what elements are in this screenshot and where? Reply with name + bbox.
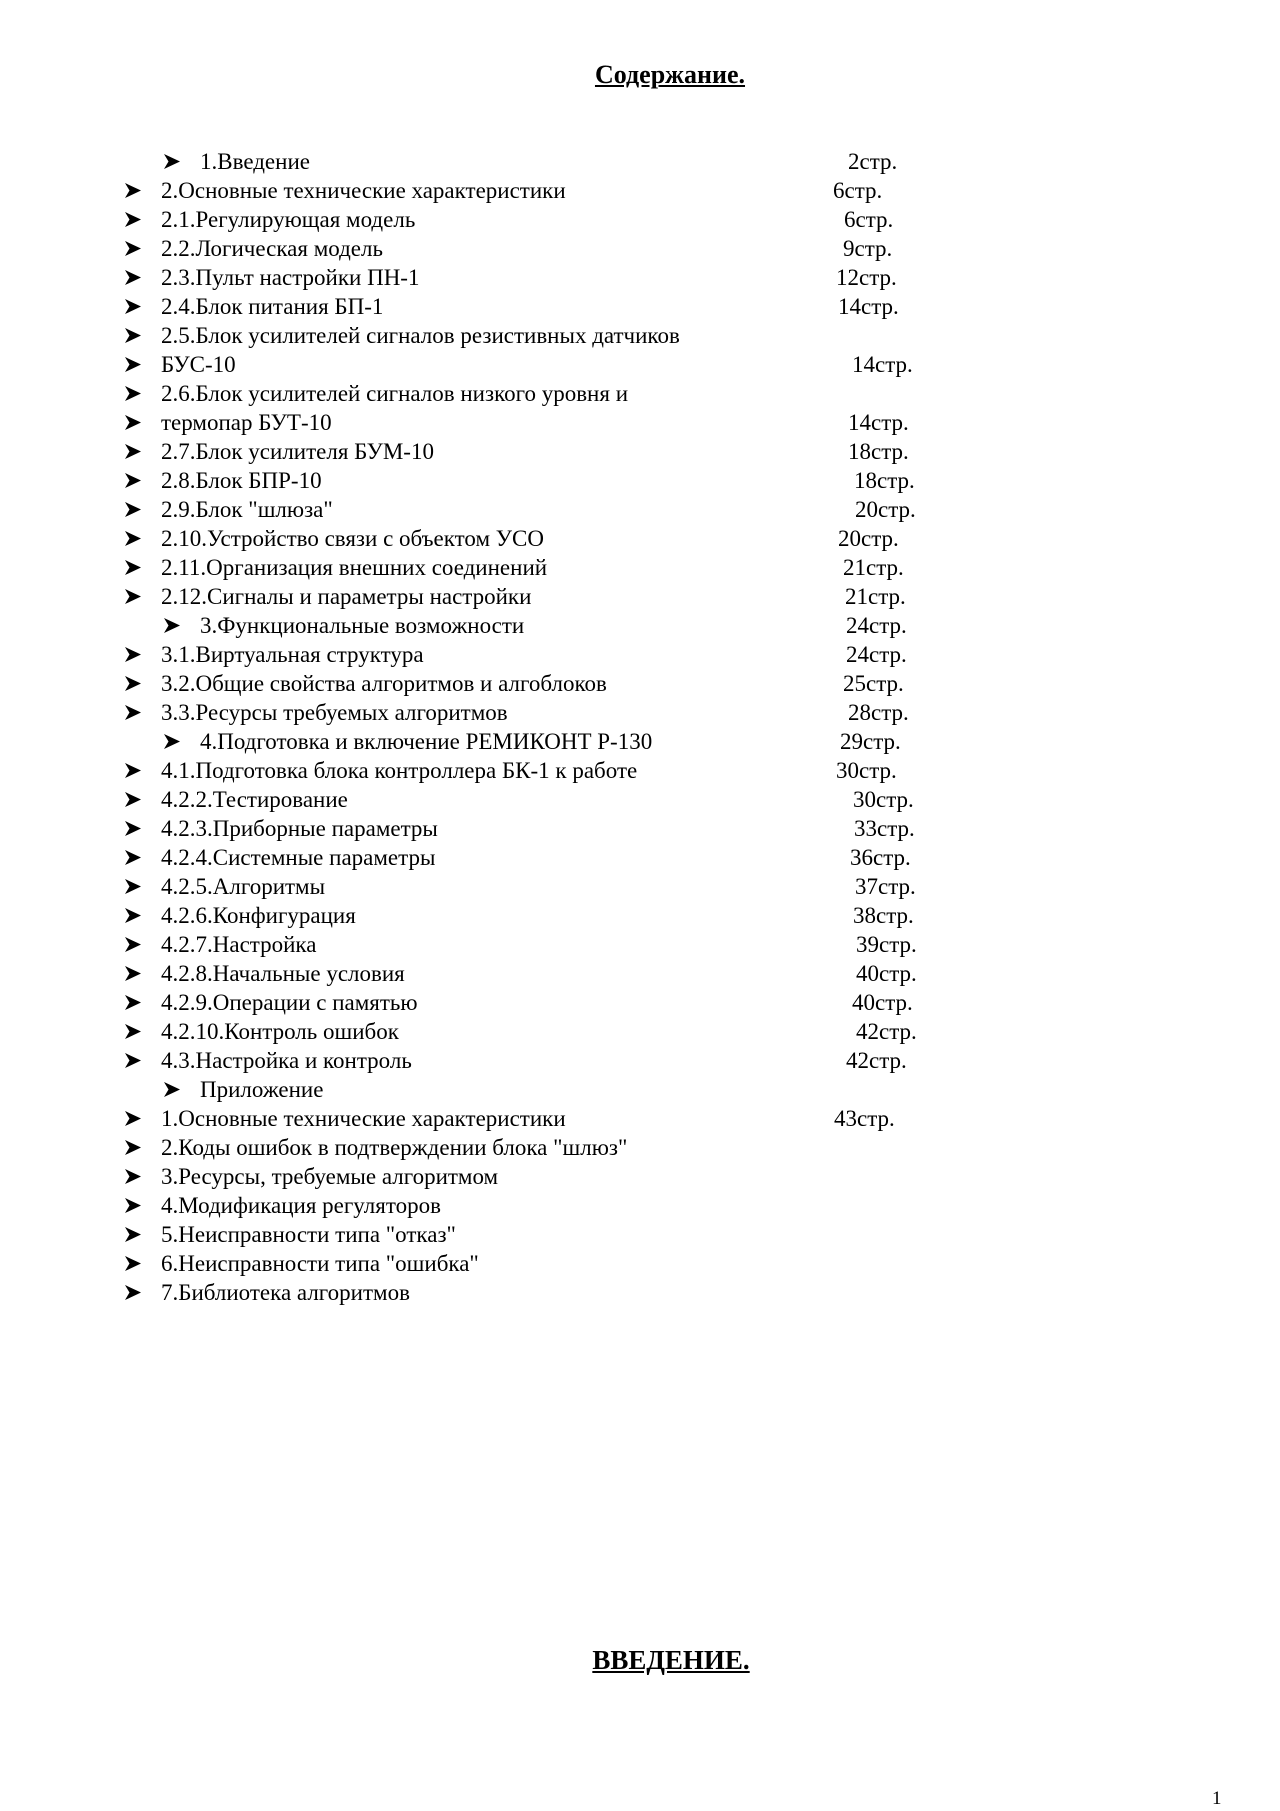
arrowhead-bullet-icon: [125, 466, 147, 495]
toc-entry-label: 6.Неисправности типа "ошибка": [161, 1251, 479, 1276]
toc-entry-page: 40стр.: [856, 961, 917, 986]
toc-entry: [0, 1249, 1280, 1278]
table-of-contents: [0, 147, 1280, 1307]
section-heading-introduction: ВВЕДЕНИЕ.: [592, 1645, 750, 1675]
toc-entry-label: 4.Модификация регуляторов: [161, 1193, 441, 1218]
arrowhead-bullet-icon: [125, 640, 147, 669]
toc-entry: [0, 785, 1280, 814]
toc-entry-label: 4.2.2.Тестирование: [161, 787, 348, 812]
toc-entry-page: 6стр.: [833, 178, 883, 203]
toc-entry: [0, 147, 1280, 176]
toc-entry: [0, 1191, 1280, 1220]
toc-entry: [0, 292, 1280, 321]
toc-entry: [0, 466, 1280, 495]
arrowhead-bullet-icon: [125, 698, 147, 727]
arrowhead-bullet-icon: [125, 843, 147, 872]
toc-entry-page: 25стр.: [843, 671, 904, 696]
arrowhead-bullet-icon: [125, 350, 147, 379]
arrowhead-bullet-icon: [125, 1278, 147, 1307]
toc-entry-label: 4.2.6.Конфигурация: [161, 903, 356, 928]
toc-entry-label: 2.7.Блок усилителя БУМ-10: [161, 439, 434, 464]
arrowhead-bullet-icon: [164, 1075, 186, 1104]
toc-entry-label: 4.2.7.Настройка: [161, 932, 317, 957]
toc-entry-page: 28стр.: [848, 700, 909, 725]
toc-entry-page: 36стр.: [850, 845, 911, 870]
toc-entry-label: 2.3.Пульт настройки ПН-1: [161, 265, 420, 290]
toc-entry: [0, 321, 1280, 350]
toc-entry-label: 4.1.Подготовка блока контроллера БК-1 к работе: [161, 758, 638, 783]
toc-entry-label: 2.9.Блок "шлюза": [161, 497, 333, 522]
arrowhead-bullet-icon: [125, 292, 147, 321]
arrowhead-bullet-icon: [125, 263, 147, 292]
toc-entry-page: 39стр.: [856, 932, 917, 957]
arrowhead-bullet-icon: [125, 1133, 147, 1162]
toc-entry-page: 14стр.: [838, 294, 899, 319]
toc-entry: [0, 901, 1280, 930]
toc-entry: [0, 872, 1280, 901]
toc-entry: [0, 176, 1280, 205]
arrowhead-bullet-icon: [125, 669, 147, 698]
arrowhead-bullet-icon: [125, 379, 147, 408]
toc-entry-label: БУС-10: [161, 352, 236, 377]
toc-entry-page: 29стр.: [840, 729, 901, 754]
toc-entry-page: 40стр.: [852, 990, 913, 1015]
toc-entry: [0, 495, 1280, 524]
toc-entry-page: 37стр.: [855, 874, 916, 899]
toc-entry: [0, 408, 1280, 437]
toc-entry-label: 3.1.Виртуальная структура: [161, 642, 424, 667]
toc-title: Содержание.: [594, 60, 746, 89]
arrowhead-bullet-icon: [125, 1104, 147, 1133]
arrowhead-bullet-icon: [125, 959, 147, 988]
arrowhead-bullet-icon: [125, 408, 147, 437]
toc-entry-label: 2.Основные технические характеристики: [161, 178, 566, 203]
toc-entry-label: 4.2.3.Приборные параметры: [161, 816, 438, 841]
toc-entry-page: 24стр.: [846, 642, 907, 667]
arrowhead-bullet-icon: [125, 930, 147, 959]
toc-entry: [0, 843, 1280, 872]
arrowhead-bullet-icon: [125, 785, 147, 814]
arrowhead-bullet-icon: [125, 756, 147, 785]
toc-entry: [0, 959, 1280, 988]
toc-entry: [0, 437, 1280, 466]
arrowhead-bullet-icon: [164, 727, 186, 756]
toc-entry: [0, 553, 1280, 582]
arrowhead-bullet-icon: [125, 553, 147, 582]
toc-entry-page: 12стр.: [836, 265, 897, 290]
toc-entry-label: 4.2.9.Операции с памятью: [161, 990, 418, 1015]
arrowhead-bullet-icon: [125, 901, 147, 930]
toc-entry: [0, 640, 1280, 669]
arrowhead-bullet-icon: [125, 872, 147, 901]
toc-entry-label: 4.3.Настройка и контроль: [161, 1048, 412, 1073]
toc-entry: [0, 379, 1280, 408]
toc-entry: [0, 1104, 1280, 1133]
toc-entry-label: 2.10.Устройство связи с объектом УСО: [161, 526, 544, 551]
toc-entry: [0, 582, 1280, 611]
toc-entry-page: 2стр.: [848, 149, 898, 174]
toc-entry-label: 4.2.10.Контроль ошибок: [161, 1019, 399, 1044]
arrowhead-bullet-icon: [125, 437, 147, 466]
toc-entry-label: 2.Коды ошибок в подтверждении блока "шлюз": [161, 1135, 628, 1160]
arrowhead-bullet-icon: [125, 1220, 147, 1249]
arrowhead-bullet-icon: [125, 495, 147, 524]
toc-entry: [0, 1220, 1280, 1249]
arrowhead-bullet-icon: [125, 988, 147, 1017]
toc-entry: [0, 1017, 1280, 1046]
toc-entry-label: 2.6.Блок усилителей сигналов низкого уровня и: [161, 381, 628, 406]
arrowhead-bullet-icon: [125, 176, 147, 205]
toc-entry: [0, 669, 1280, 698]
toc-entry: [0, 698, 1280, 727]
toc-entry-page: 6стр.: [844, 207, 894, 232]
arrowhead-bullet-icon: [125, 1249, 147, 1278]
toc-entry-label: Приложение: [200, 1077, 324, 1102]
toc-entry-label: 2.8.Блок БПР-10: [161, 468, 322, 493]
arrowhead-bullet-icon: [125, 1162, 147, 1191]
arrowhead-bullet-icon: [125, 814, 147, 843]
toc-entry-page: 42стр.: [846, 1048, 907, 1073]
arrowhead-bullet-icon: [125, 234, 147, 263]
toc-entry-label: 2.1.Регулирующая модель: [161, 207, 416, 232]
toc-entry: [0, 1046, 1280, 1075]
toc-entry-page: 33стр.: [854, 816, 915, 841]
toc-entry-label: 1.Основные технические характеристики: [161, 1106, 566, 1131]
toc-entry-label: 7.Библиотека алгоритмов: [161, 1280, 410, 1305]
toc-entry-page: 20стр.: [838, 526, 899, 551]
toc-entry: [0, 350, 1280, 379]
toc-entry: [0, 524, 1280, 553]
arrowhead-bullet-icon: [164, 147, 186, 176]
toc-entry-label: 3.2.Общие свойства алгоритмов и алгоблоков: [161, 671, 607, 696]
toc-entry: [0, 756, 1280, 785]
arrowhead-bullet-icon: [125, 524, 147, 553]
toc-entry-page: 18стр.: [854, 468, 915, 493]
toc-entry: [0, 1133, 1280, 1162]
toc-entry-page: 42стр.: [856, 1019, 917, 1044]
toc-entry-label: 3.Ресурсы, требуемые алгоритмом: [161, 1164, 499, 1189]
toc-entry-label: термопар БУТ-10: [161, 410, 332, 435]
toc-entry-page: 14стр.: [848, 410, 909, 435]
toc-entry: [0, 205, 1280, 234]
toc-entry-label: 4.2.4.Системные параметры: [161, 845, 436, 870]
arrowhead-bullet-icon: [125, 1046, 147, 1075]
toc-entry-page: 9стр.: [843, 236, 893, 261]
toc-entry: [0, 1162, 1280, 1191]
toc-entry: [0, 727, 1280, 756]
page-number: 1: [1212, 1788, 1222, 1809]
toc-entry-label: 2.5.Блок усилителей сигналов резистивных датчиков: [161, 323, 680, 348]
toc-entry-page: 21стр.: [843, 555, 904, 580]
arrowhead-bullet-icon: [125, 321, 147, 350]
toc-entry-label: 2.11.Организация внешних соединений: [161, 555, 548, 580]
arrowhead-bullet-icon: [125, 582, 147, 611]
toc-entry-label: 2.2.Логическая модель: [161, 236, 383, 261]
arrowhead-bullet-icon: [164, 611, 186, 640]
toc-entry-page: 38стр.: [853, 903, 914, 928]
toc-entry-label: 4.2.8.Начальные условия: [161, 961, 405, 986]
toc-entry-page: 43стр.: [834, 1106, 895, 1131]
toc-entry: [0, 814, 1280, 843]
toc-entry: [0, 234, 1280, 263]
toc-entry: [0, 611, 1280, 640]
arrowhead-bullet-icon: [125, 1191, 147, 1220]
toc-entry-page: 21стр.: [845, 584, 906, 609]
toc-entry: [0, 1278, 1280, 1307]
toc-entry-page: 30стр.: [853, 787, 914, 812]
toc-entry-label: 4.Подготовка и включение РЕМИКОНТ Р-130: [200, 729, 653, 754]
toc-entry-label: 3.Функциональные возможности: [200, 613, 525, 638]
toc-entry-label: 2.4.Блок питания БП-1: [161, 294, 384, 319]
toc-entry-label: 5.Неисправности типа "отказ": [161, 1222, 456, 1247]
toc-entry: [0, 1075, 1280, 1104]
toc-entry-label: 4.2.5.Алгоритмы: [161, 874, 326, 899]
toc-entry-label: 2.12.Сигналы и параметры настройки: [161, 584, 532, 609]
toc-entry-page: 20стр.: [855, 497, 916, 522]
toc-entry-page: 24стр.: [846, 613, 907, 638]
toc-entry: [0, 930, 1280, 959]
toc-entry-label: 3.3.Ресурсы требуемых алгоритмов: [161, 700, 508, 725]
arrowhead-bullet-icon: [125, 1017, 147, 1046]
toc-entry-page: 30стр.: [836, 758, 897, 783]
toc-entry: [0, 988, 1280, 1017]
toc-entry-page: 14стр.: [852, 352, 913, 377]
toc-entry-label: 1.Введение: [200, 149, 310, 174]
toc-entry-page: 18стр.: [848, 439, 909, 464]
arrowhead-bullet-icon: [125, 205, 147, 234]
toc-entry: [0, 263, 1280, 292]
